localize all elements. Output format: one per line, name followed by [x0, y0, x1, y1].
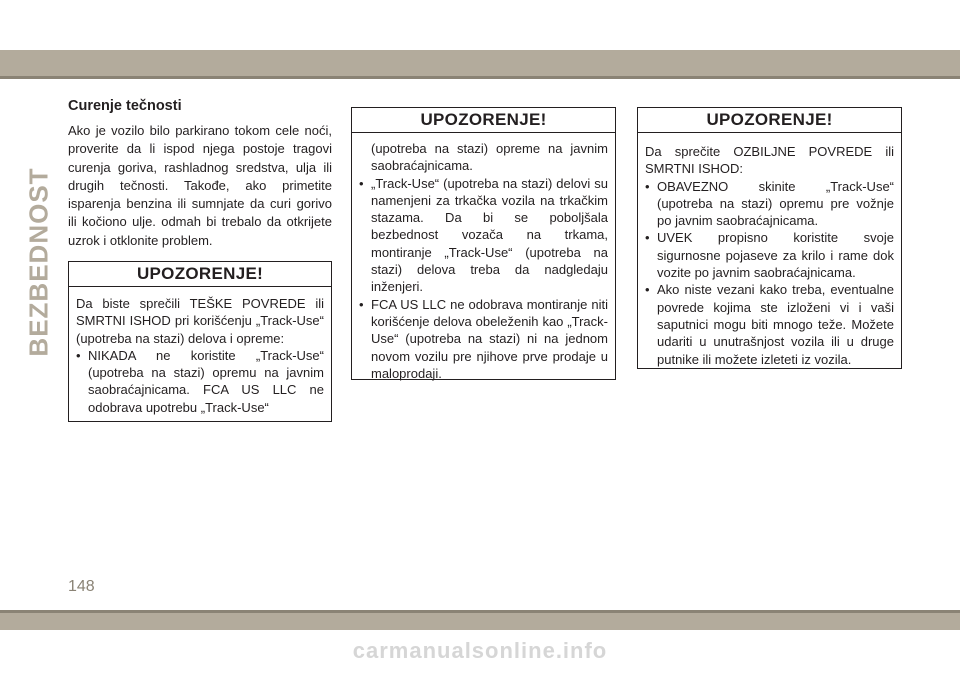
- warning-body: [352, 133, 615, 382]
- warning-box-3: [637, 107, 902, 369]
- warning-body: [69, 287, 331, 416]
- list-item: • NIKADA ne koristite „Track-Use“ (upotreba na stazi) opremu na javnim saobraćajnicama. FCA US LLC ne odobrava upotrebu „Track-Use“: [76, 347, 324, 416]
- top-margin: [0, 0, 960, 50]
- warning-continuation: (upotreba na stazi) opreme na javnim saobraćajnicama.: [371, 141, 608, 174]
- list-item: • UVEK propisno koristite svoje sigurnosne pojaseve za krilo i rame dok vozite po javnim saobraćajnicama.: [645, 229, 894, 281]
- list-item: • OBAVEZNO skinite „Track-Use“ (upotreba na stazi) opremu pre vožnje po javnim saobraćajnicama.: [645, 178, 894, 230]
- column-1: [68, 98, 332, 250]
- warning-box-2: [351, 107, 616, 380]
- section-label-text: BEZBEDNOST: [23, 167, 54, 357]
- header-bar: [0, 50, 960, 76]
- warning-box-1: [68, 261, 332, 422]
- list-item: • „Track-Use“ (upotreba na stazi) delovi su namenjeni za trkačka vozila na trkačkim stazama. Da bi se poboljšala bezbednost vozača na trkama, montiranje „Track-Use“ (upotreba na stazi) delova treba da nadgledaju inženjeri.: [359, 175, 608, 296]
- warning-list: [76, 347, 324, 416]
- footer-bar: [0, 613, 960, 630]
- warning-list: [645, 178, 894, 368]
- page-number: 148: [68, 578, 95, 595]
- warning-list: [359, 175, 608, 383]
- list-item: • Ako niste vezani kako treba, eventualne povrede kojima ste izloženi vi i vaši saputnici mogu biti mnogo teže. Možete udariti u unutrašnjost vozila ili u druge putnike ili možete izleteti iz vozila.: [645, 281, 894, 367]
- warning-title: UPOZORENJE!: [638, 108, 901, 133]
- watermark-text: carmanualsonline.info: [352, 638, 608, 663]
- list-item: • FCA US LLC ne odobrava montiranje niti korišćenje delova obeleženih kao „Track-Use“ (upotreba na stazi) ni na jednom novom vozilu pre njihove prve prodaje u maloprodaji.: [359, 296, 608, 382]
- warning-title: UPOZORENJE!: [69, 262, 331, 287]
- warning-body: [638, 133, 901, 368]
- warning-title: UPOZORENJE!: [352, 108, 615, 133]
- section-heading: Curenje tečnosti: [68, 98, 182, 114]
- warning-intro: Da sprečite OZBILJNE POVREDE ili SMRTNI ISHOD:: [645, 144, 894, 177]
- warning-intro: Da biste sprečili TEŠKE POVREDE ili SMRTNI ISHOD pri korišćenju „Track-Use“ (upotreba na stazi) delova i opreme:: [76, 296, 324, 346]
- header-bar-rule: [0, 76, 960, 79]
- body-paragraph: Ako je vozilo bilo parkirano tokom cele noći, proverite da li ispod njega postoje tragovi curenja goriva, rashladnog sredstva, ulja ili drugih tečnosti. Takođe, ako primetite isparenja benzina ili sumnjate da curi gorivo ili kočiono ulje. odmah bi trebalo da otkrijete uzrok i otklonite problem.: [68, 123, 332, 248]
